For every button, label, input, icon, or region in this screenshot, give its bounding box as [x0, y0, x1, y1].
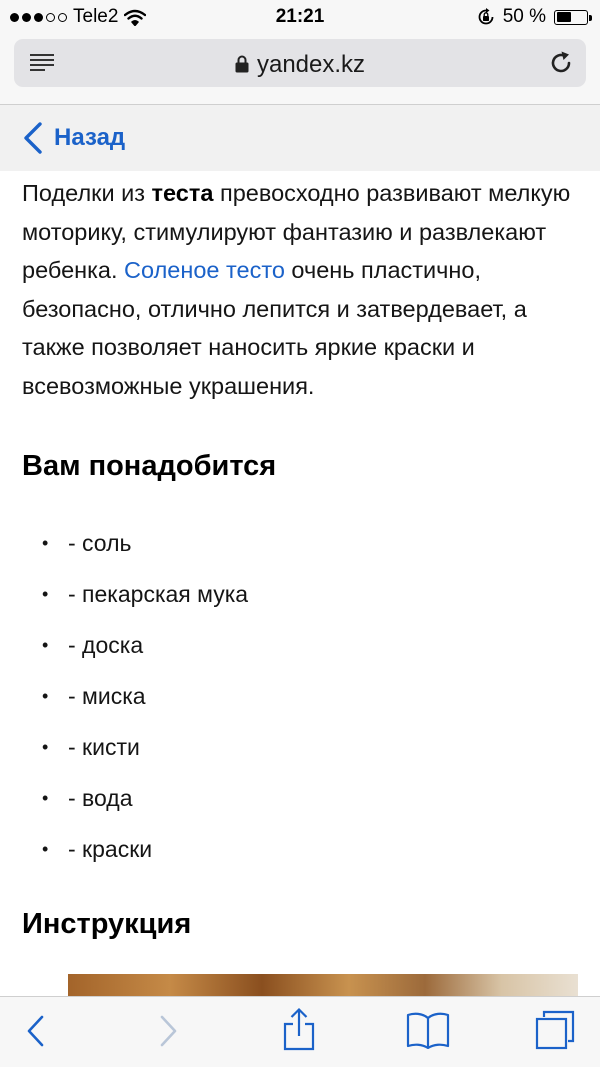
browser-toolbar	[0, 996, 600, 1067]
back-arrow-icon[interactable]	[24, 1013, 46, 1049]
forward-arrow-icon[interactable]	[158, 1013, 180, 1049]
needs-list	[22, 518, 248, 875]
salt-dough-link[interactable]: Соленое тесто	[124, 257, 285, 283]
article-back-header[interactable]	[0, 105, 600, 171]
carrier-name: Tele2	[73, 6, 119, 27]
battery-level	[557, 12, 571, 22]
bookmarks-icon[interactable]	[406, 1011, 450, 1049]
back-link[interactable]: Назад	[54, 124, 126, 151]
list-item: • - вода	[42, 785, 133, 811]
reload-icon[interactable]	[548, 50, 574, 76]
status-bar	[0, 0, 600, 34]
battery-percent: 50 %	[502, 6, 546, 27]
rotation-lock-icon	[477, 8, 495, 26]
tabs-icon[interactable]	[534, 1009, 576, 1051]
list-item: • - кисти	[42, 734, 140, 760]
intro-paragraph: Поделки из теста превосходно развивают мелкую моторику, стимулируют фантазию и развлекают ребенка. Соленое тесто очень пластично, безопасно, отлично лепится и затвердевает, а также позволяет наносить яркие краски и всевозможные украшения.	[22, 180, 571, 399]
lock-icon	[235, 55, 249, 73]
status-right	[477, 6, 588, 28]
list-item: • - доска	[42, 632, 144, 658]
bold-word: теста	[151, 180, 214, 206]
chevron-left-icon[interactable]	[22, 121, 44, 155]
clock: 21:21	[275, 6, 325, 27]
battery-icon	[554, 10, 588, 25]
list-item: • - миска	[42, 683, 146, 709]
share-icon[interactable]	[282, 1007, 316, 1051]
list-item: • - пекарская мука	[42, 581, 249, 607]
browser-address-area	[0, 34, 600, 105]
url-display[interactable]	[14, 51, 586, 79]
list-item: • - соль	[42, 530, 132, 556]
list-item: • - краски	[42, 836, 153, 862]
instruction-heading: Инструкция	[22, 908, 192, 940]
article-content	[22, 174, 582, 940]
address-field[interactable]	[14, 39, 586, 87]
url-text: yandex.kz	[256, 51, 366, 78]
needs-heading: Вам понадобится	[22, 450, 277, 482]
